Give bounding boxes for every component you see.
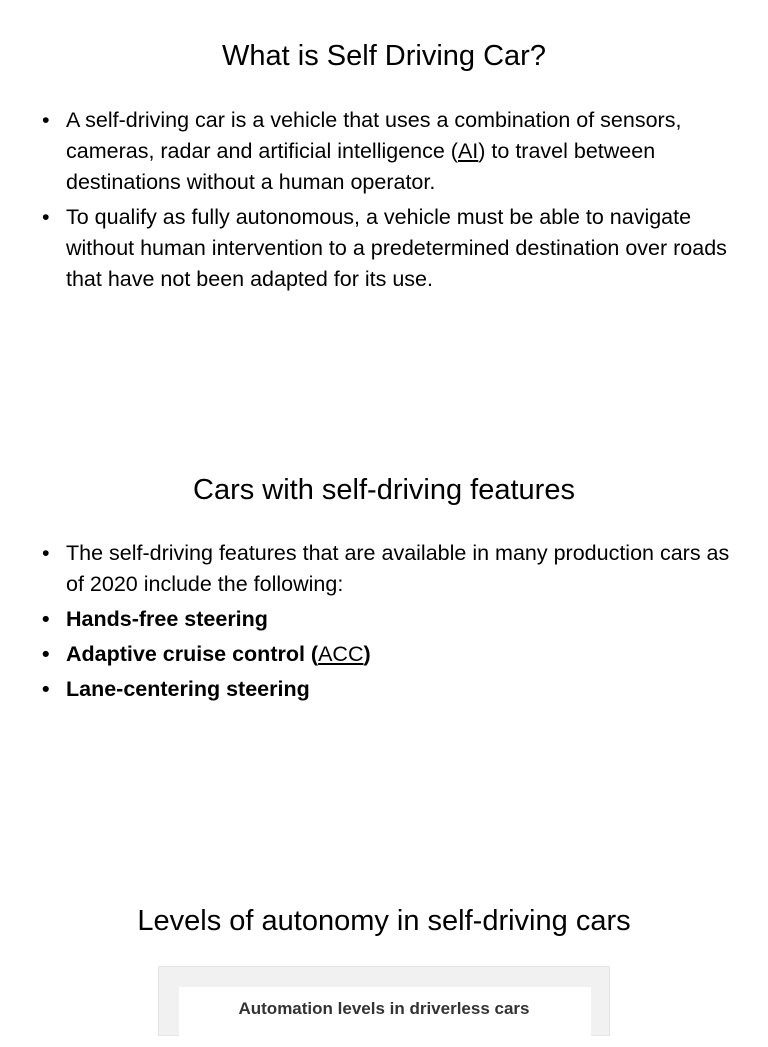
list-item xyxy=(42,202,732,295)
list-item xyxy=(42,604,732,635)
automation-levels-image xyxy=(158,966,610,1036)
ai-link[interactable]: AI xyxy=(457,139,479,163)
list-item xyxy=(42,105,732,198)
feature-acc-close: ) xyxy=(363,642,371,666)
image-caption: Automation levels in driverless cars xyxy=(238,999,530,1018)
bullet-text: A self-driving car is a vehicle that uses a combination of sensors, cameras, radar and artificial intelligence ( xyxy=(66,108,682,163)
definition-bullet-list xyxy=(42,105,732,299)
bullet-text: ) to travel between destinations without a human operator. xyxy=(66,139,656,194)
bullet-text: The self-driving features that are available in many production cars as of 2020 include the following: xyxy=(66,541,730,596)
feature-lane-centering: Lane-centering steering xyxy=(66,677,310,701)
slide-title-what-is: What is Self Driving Car? xyxy=(222,40,546,72)
acc-link[interactable]: ACC xyxy=(318,642,364,666)
slide-title-features: Cars with self-driving features xyxy=(193,474,575,506)
list-item xyxy=(42,674,732,705)
list-item xyxy=(42,639,732,670)
slide-title-levels: Levels of autonomy in self-driving cars xyxy=(137,905,631,937)
feature-acc: Adaptive cruise control ( xyxy=(66,642,319,666)
feature-hands-free: Hands-free steering xyxy=(66,607,268,631)
list-item xyxy=(42,538,732,600)
bullet-text: To qualify as fully autonomous, a vehicle must be able to navigate without human intervention to a predetermined destination over roads that have not been adapted for its use. xyxy=(66,205,727,291)
features-bullet-list xyxy=(42,538,732,709)
